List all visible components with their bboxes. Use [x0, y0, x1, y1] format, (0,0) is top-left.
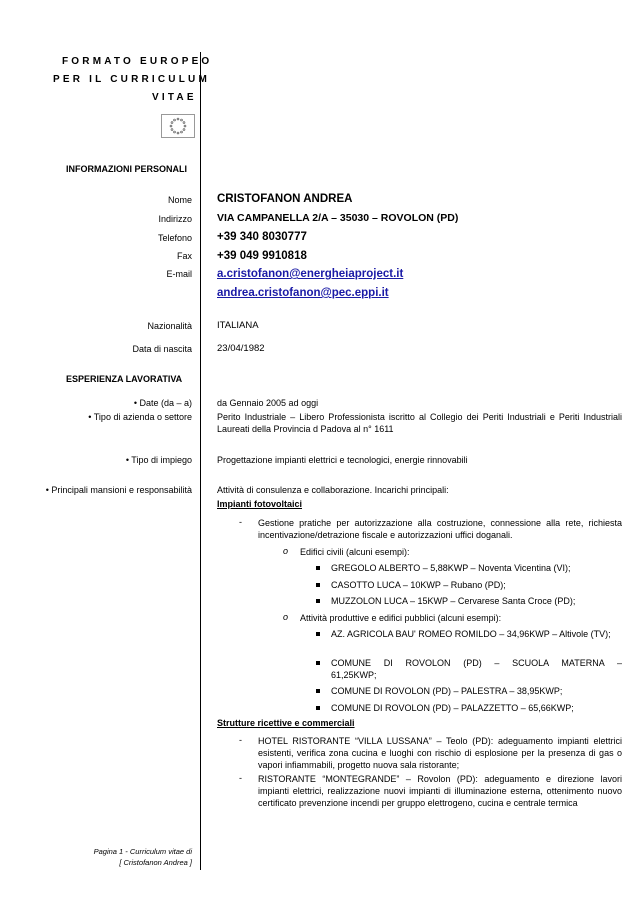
name-label: Nome [167, 195, 192, 205]
pv-heading: Impianti fotovoltaici [217, 499, 303, 509]
birth-value: 23/04/1982 [217, 343, 265, 354]
hotel-item: HOTEL RISTORANTE “VILLA LUSSANA” – Teolo (PD): adeguamento impianti elettrici esistenti, verifica zona cucina e luoghi con rischio di esplosione per la presenza di gas o vapori infiammabili, progetto nuova sala ristorante; [258, 736, 622, 770]
square-bullet [316, 599, 320, 603]
pv-civil-heading: Edifici civili (alcuni esempi): [300, 547, 410, 557]
square-bullet [316, 689, 320, 693]
phone-label: Telefono [157, 233, 192, 243]
date-value: da Gennaio 2005 ad oggi [217, 398, 319, 408]
company-label: • Tipo di azienda o settore [88, 412, 192, 422]
nationality-label: Nazionalità [147, 321, 192, 331]
pv-production-item: COMUNE DI ROVOLON (PD) – SCUOLA MATERNA – 61,25KWP; [331, 658, 622, 680]
square-bullet [316, 661, 320, 665]
pv-production-item: COMUNE DI ROVOLON (PD) – PALAZZETTO – 65,66KWP; [331, 703, 574, 713]
eu-flag-icon [161, 114, 195, 138]
title-line-2: PER IL CURRICULUM [53, 74, 210, 85]
duties-intro: Attività di consulenza e collaborazione. Incarichi principali: [217, 485, 449, 495]
hotel-heading: Strutture ricettive e commerciali [217, 718, 355, 728]
section-personal-info: INFORMAZIONI PERSONALI [66, 164, 187, 174]
phone-value: +39 340 8030777 [217, 231, 307, 243]
address-label: Indirizzo [158, 214, 192, 224]
job-label: • Tipo di impiego [125, 455, 192, 465]
pv-production-item: COMUNE DI ROVOLON (PD) – PALESTRA – 38,95KWP; [331, 686, 563, 696]
footer-line-2: [ Cristofanon Andrea ] [119, 858, 192, 867]
pv-production-heading: Attività produttive e edifici pubblici (alcuni esempi): [300, 613, 502, 623]
section-experience: ESPERIENZA LAVORATIVA [66, 374, 183, 384]
hotel-item: RISTORANTE “MONTEGRANDE” – Rovolon (PD): adeguamento e direzione lavori impianti elettrici, realizzazione nuovi impianti di illuminazione esterna, ottenimento nuovo certificato prevenzione incendi per gruppo elettrogeno, cucina e centrale termica [258, 774, 622, 808]
dash-bullet: - [239, 773, 242, 783]
pv-production-item: AZ. AGRICOLA BAU' ROMEO ROMILDO – 34,96KWP – Altivole (TV); [331, 629, 611, 639]
fax-value: +39 049 9910818 [217, 250, 307, 262]
fax-label: Fax [176, 251, 192, 261]
address-value: VIA CAMPANELLA 2/A – 35030 – ROVOLON (PD) [217, 212, 459, 224]
title-line-1: FORMATO EUROPEO [62, 56, 213, 67]
dash-bullet: - [239, 517, 242, 527]
date-label: • Date (da – a) [133, 398, 192, 408]
email-label: E-mail [166, 269, 192, 279]
birth-label: Data di nascita [132, 344, 192, 354]
dash-bullet: - [239, 735, 242, 745]
job-value: Progettazione impianti elettrici e tecnologici, energie rinnovabili [217, 455, 468, 465]
square-bullet [316, 583, 320, 587]
name-value: CRISTOFANON ANDREA [217, 193, 353, 205]
company-value: Perito Industriale – Libero Professionista iscritto al Collegio dei Periti Industriali e Periti Industriali Laureati della Provincia d Padova al n° 1611 [217, 412, 622, 434]
title-line-3: VITAE [152, 92, 197, 103]
square-bullet [316, 566, 320, 570]
page-footer [94, 846, 192, 868]
circle-bullet: o [283, 612, 289, 622]
column-divider [200, 52, 201, 870]
pv-civil-item: GREGOLO ALBERTO – 5,88KWP – Noventa Vicentina (VI); [331, 563, 571, 573]
pv-civil-item: MUZZOLON LUCA – 15KWP – Cervarese Santa Croce (PD); [331, 596, 576, 606]
square-bullet [316, 632, 320, 636]
email-link-2[interactable]: andrea.cristofanon@pec.eppi.it [217, 287, 389, 299]
footer-line-1: Pagina 1 - Curriculum vitae di [93, 847, 192, 856]
pv-management-text: Gestione pratiche per autorizzazione alla costruzione, connessione alla rete, richiesta incentivazione/detrazione fiscale e autorizzazioni uffici doganali. [258, 518, 622, 540]
pv-civil-item: CASOTTO LUCA – 10KWP – Rubano (PD); [331, 580, 506, 590]
square-bullet [316, 706, 320, 710]
circle-bullet: o [283, 546, 289, 556]
duties-label: • Principali mansioni e responsabilità [45, 485, 192, 495]
nationality-value: ITALIANA [217, 320, 259, 331]
email-link-1[interactable]: a.cristofanon@energheiaproject.it [217, 268, 404, 280]
